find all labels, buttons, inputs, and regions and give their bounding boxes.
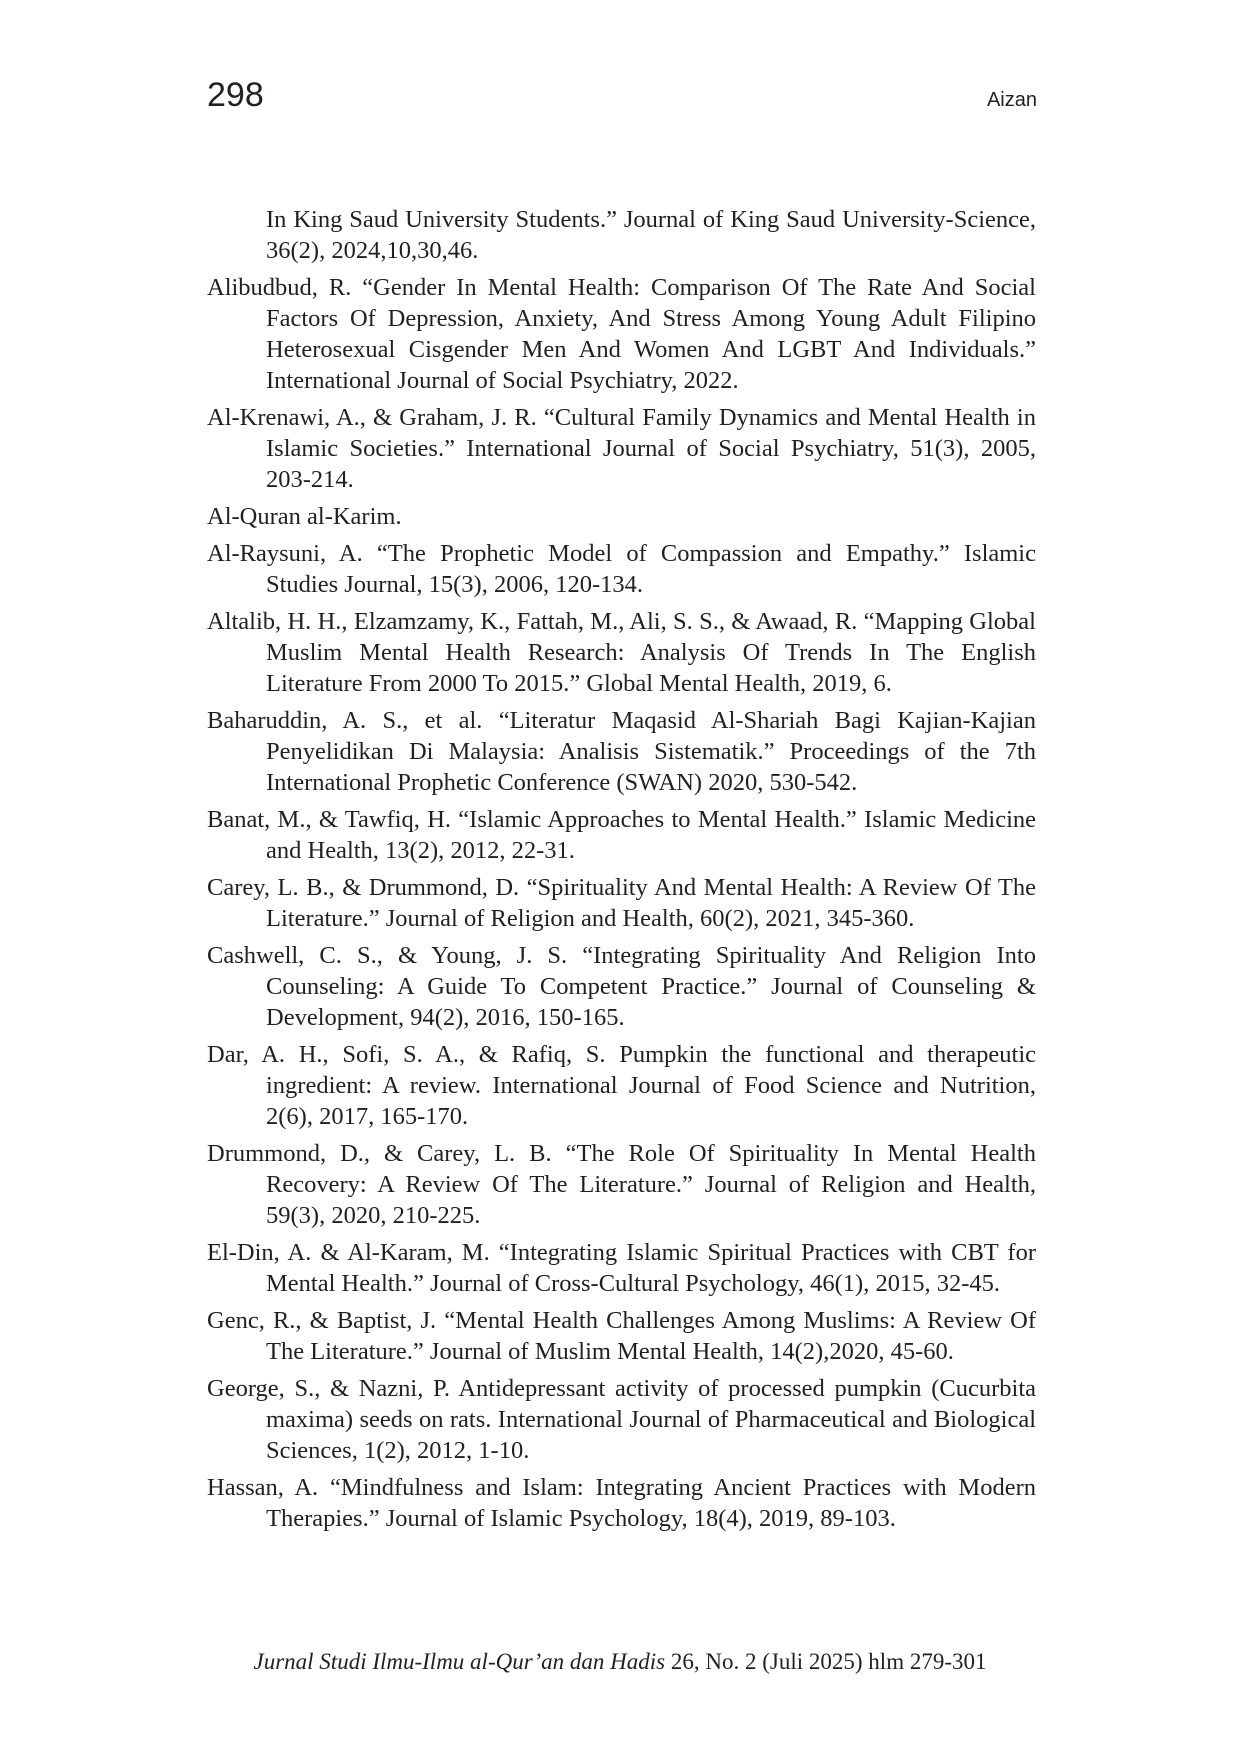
footer-journal-name: Jurnal Studi Ilmu-Ilmu al-Qur’an dan Hadis	[253, 1649, 666, 1674]
reference-entry: Drummond, D., & Carey, L. B. “The Role Of Spirituality In Mental Health Recovery: A Review Of The Literature.” Journal of Religion and Health, 59(3), 2020, 210-225.	[207, 1140, 1036, 1229]
page-number: 298	[207, 76, 264, 114]
running-head-author: Aizan	[986, 89, 1037, 111]
reference-entry: In King Saud University Students.” Journal of King Saud University-Science, 36(2), 2024,10,30,46.	[266, 206, 1036, 264]
reference-entry: George, S., & Nazni, P. Antidepressant activity of processed pumpkin (Cucurbita maxima) seeds on rats. International Journal of Pharmaceutical and Biological Sciences, 1(2), 2012, 1-10.	[207, 1375, 1036, 1464]
reference-entry: Alibudbud, R. “Gender In Mental Health: Comparison Of The Rate And Social Factors Of Depression, Anxiety, And Stress Among Young Adult Filipino Heterosexual Cisgender Men And Women And LGBT And Individuals.” International Journal of Social Psychiatry, 2022.	[207, 274, 1036, 394]
reference-entry: El-Din, A. & Al-Karam, M. “Integrating Islamic Spiritual Practices with CBT for Mental Health.” Journal of Cross-Cultural Psychology, 46(1), 2015, 32-45.	[207, 1239, 1036, 1297]
reference-entry: Al-Raysuni, A. “The Prophetic Model of Compassion and Empathy.” Islamic Studies Journal, 15(3), 2006, 120-134.	[207, 540, 1036, 598]
reference-entry: Al-Quran al-Karim.	[207, 503, 402, 530]
reference-entry: Genc, R., & Baptist, J. “Mental Health Challenges Among Muslims: A Review Of The Literature.” Journal of Muslim Mental Health, 14(2),2020, 45-60.	[207, 1307, 1036, 1365]
reference-entry: Dar, A. H., Sofi, S. A., & Rafiq, S. Pumpkin the functional and therapeutic ingredient: A review. International Journal of Food Science and Nutrition, 2(6), 2017, 165-170.	[207, 1041, 1036, 1130]
reference-list	[207, 204, 1036, 1540]
reference-entry: Cashwell, C. S., & Young, J. S. “Integrating Spirituality And Religion Into Counseling: A Guide To Competent Practice.” Journal of Counseling & Development, 94(2), 2016, 150-165.	[207, 942, 1036, 1031]
reference-entry: Banat, M., & Tawfiq, H. “Islamic Approaches to Mental Health.” Islamic Medicine and Health, 13(2), 2012, 22-31.	[207, 806, 1036, 864]
reference-entry: Al-Krenawi, A., & Graham, J. R. “Cultural Family Dynamics and Mental Health in Islamic Societies.” International Journal of Social Psychiatry, 51(3), 2005, 203-214.	[207, 404, 1036, 493]
reference-entry: Altalib, H. H., Elzamzamy, K., Fattah, M., Ali, S. S., & Awaad, R. “Mapping Global Muslim Mental Health Research: Analysis Of Trends In The English Literature From 2000 To 2015.” Global Mental Health, 2019, 6.	[207, 608, 1036, 697]
footer-issue-info: 26, No. 2 (Juli 2025) hlm 279-301	[665, 1649, 987, 1674]
page-footer	[0, 1650, 1240, 1673]
reference-entry: Hassan, A. “Mindfulness and Islam: Integrating Ancient Practices with Modern Therapies.” Journal of Islamic Psychology, 18(4), 2019, 89-103.	[207, 1474, 1036, 1532]
reference-entry: Carey, L. B., & Drummond, D. “Spirituality And Mental Health: A Review Of The Literature.” Journal of Religion and Health, 60(2), 2021, 345-360.	[207, 874, 1036, 932]
reference-entry: Baharuddin, A. S., et al. “Literatur Maqasid Al-Shariah Bagi Kajian-Kajian Penyelidikan Di Malaysia: Analisis Sistematik.” Proceedings of the 7th International Prophetic Conference (SWAN) 2020, 530-542.	[207, 707, 1036, 796]
